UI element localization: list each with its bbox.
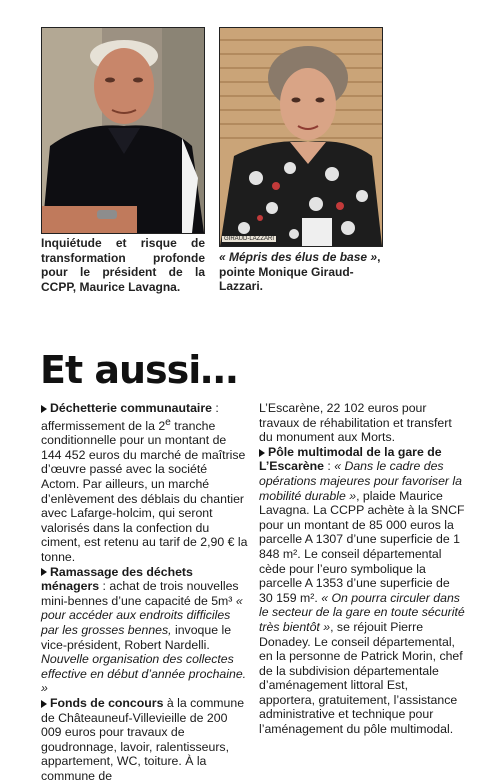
portrait-man-illustration bbox=[42, 28, 204, 233]
quote-text: « pour accéder aux endroits difficiles par les grosses bennes, bbox=[41, 593, 243, 637]
quote-text: « Dans le cadre des opérations majeures pour favoriser la mobilité durable » bbox=[259, 459, 463, 503]
photo-maurice-lavagna bbox=[41, 27, 205, 234]
paragraph-text: : achat de trois nouvelles mini-bennes d’une capacité de 5m³ bbox=[41, 579, 239, 608]
paragraph-lead: Pôle multimodal de la gare de L’Escarène bbox=[259, 444, 442, 474]
paragraph-text: , se réjouit Pierre Donadey. Le conseil départemental, en la personne de Patrick Morin, chef de la subdivision départementale d’aménagement littoral Est, apportera, gratuitement, l’assistance administrative et technique pour l’aménagement du pôle multimodal. bbox=[259, 619, 463, 737]
quote-text: Nouvelle organisation des collectes effective en début d’année prochaine. » bbox=[41, 652, 247, 696]
paragraph-lead: Fonds de concours bbox=[50, 695, 164, 710]
quote-text: « On pourra circuler dans le secteur de la gare en toute sécurité très bientôt » bbox=[259, 590, 465, 634]
caption-quote: « Mépris des élus de base » bbox=[219, 250, 378, 264]
photo-name-tag: GIRAUD-LAZZARI bbox=[224, 236, 275, 242]
paragraph-text: tranche conditionnelle pour un montant de 144 452 euros du marché de maîtrise d’œuvre passé avec la société Actom. Par ailleurs, un marché d’enlèvement des déblais du chantier avec Lafarge-holcim, qui seront valorisés dans la confection du ciment, est retenu au tarif de 2,90 € la tonne. bbox=[41, 418, 248, 565]
bullet-triangle-icon bbox=[41, 405, 47, 413]
caption-monique-giraud-lazzari bbox=[219, 250, 383, 294]
article-column-left bbox=[41, 401, 248, 784]
portrait-woman-illustration bbox=[220, 28, 382, 246]
paragraph-text: : affermissement de la 2 bbox=[41, 401, 219, 433]
paragraph-dechetterie bbox=[41, 401, 248, 565]
paragraph-pole-multimodal bbox=[259, 445, 466, 737]
photo-monique-giraud-lazzari bbox=[219, 27, 383, 247]
bullet-triangle-icon bbox=[41, 700, 47, 708]
paragraph-text: invoque le vice-président, Robert Nardelli. bbox=[41, 623, 232, 652]
section-headline: Et aussi… bbox=[40, 348, 238, 392]
paragraph-ramassage bbox=[41, 565, 248, 696]
paragraph-lead: Déchetterie communautaire bbox=[50, 401, 212, 415]
paragraph-lescarene-continued: L’Escarène, 22 102 euros pour travaux de réhabilitation et transfert du monument aux Morts. bbox=[259, 401, 452, 445]
caption-maurice-lavagna: Inquiétude et risque de transformation profonde pour le président de la CCPP, Maurice Lavagna. bbox=[41, 236, 205, 294]
superscript: e bbox=[165, 416, 171, 428]
bullet-triangle-icon bbox=[259, 449, 265, 457]
bullet-triangle-icon bbox=[41, 568, 47, 576]
article-column-right bbox=[259, 401, 466, 737]
caption-attribution: , pointe Monique Giraud-Lazzari. bbox=[219, 250, 381, 294]
paragraph-text: : bbox=[323, 459, 335, 474]
paragraph-text: , plaide Maurice Lavagna. La CCPP achète à la SNCF pour un montant de 85 000 euros la parcelle A 1307 d’une superficie de 1 848 m². Le conseil départemental cède pour l’euro symbolique la parcelle A 1353 d’une superficie de 30 159 m². bbox=[259, 488, 465, 605]
paragraph-lead: Ramassage des déchets ménagers bbox=[41, 564, 193, 594]
paragraph-text: à la commune de Châteauneuf-Villevieille de 200 009 euros pour travaux de goudronnage, lavoir, ralentisseurs, appartement, WC, toiture. À la commune de bbox=[41, 695, 245, 783]
paragraph-fonds-de-concours bbox=[41, 696, 248, 784]
